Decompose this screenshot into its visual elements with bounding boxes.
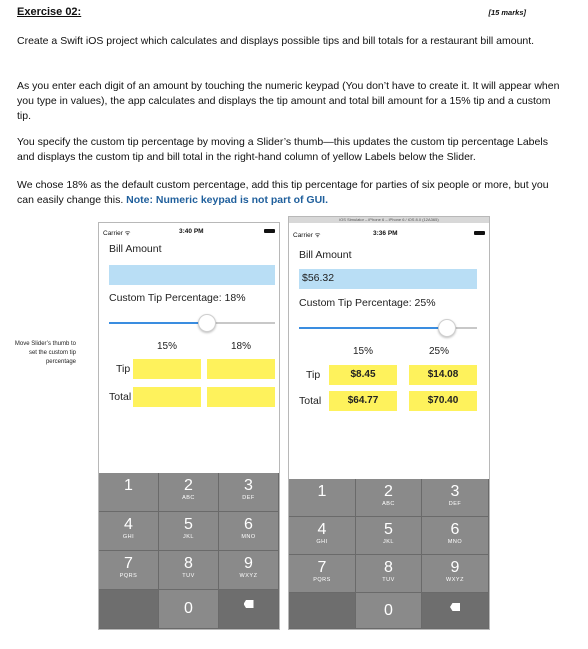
key-digit: 1 [124,477,133,494]
key-1[interactable] [289,479,356,517]
tip-label: Tip [306,369,321,381]
key-4[interactable] [289,517,356,555]
key-digit: 6 [244,516,253,533]
key-digit: 5 [384,521,393,538]
key-digit: 8 [384,559,393,576]
key-digit: 0 [184,600,193,617]
key-digit: 6 [450,521,460,538]
key-digit: 1 [317,483,327,500]
custom-tip-label: Custom Tip Percentage: 18% [109,292,246,304]
paragraph-2: As you enter each digit of an amount by touching the numeric keypad (You don’t have to create it. It will appear when you type in values), the app calculates and displays the tip amount and total bill amount for a 15% tip and a custom tip. [17,80,560,122]
key-digit: 0 [384,602,393,619]
key-8[interactable] [356,555,422,593]
key-blank [289,593,356,629]
key-digit: 3 [450,483,460,500]
tip-label: Tip [116,363,131,375]
key-7[interactable] [289,555,356,593]
paragraph-1: Create a Swift iOS project which calculates and displays possible tips and bill totals for a restaurant bill amount. [17,35,535,47]
key-digit: 4 [124,516,133,533]
exercise-title: Exercise 02: [17,6,82,18]
numeric-keypad [99,473,279,629]
key-5[interactable] [159,512,219,551]
slider-thumb[interactable] [198,314,216,332]
gui-note: Note: Numeric keypad is not part of GUI. [126,194,329,206]
total-15-value: $64.77 [329,391,397,411]
delete-icon [244,600,254,608]
key-digit: 4 [317,521,327,538]
key-letters: GHI [316,539,328,545]
key-digit: 9 [244,555,253,572]
key-8[interactable] [159,551,219,590]
tip-custom-value [207,359,275,379]
key-digit: 7 [317,559,327,576]
key-delete[interactable] [422,593,489,629]
numeric-keypad [289,479,489,629]
slider-fill [109,322,207,324]
percent-15-label: 15% [157,341,178,352]
key-letters: TUV [382,577,395,583]
slider-callout: Move Slider’s thumb to set the custom tip percentage [14,341,76,365]
key-digit: 9 [450,559,460,576]
key-digit: 3 [244,477,253,494]
carrier-label: Carrier ᯤ [293,232,321,239]
key-letters: MNO [447,539,463,545]
key-letters: ABC [382,501,395,507]
key-letters: PQRS [119,573,138,579]
key-3[interactable] [219,473,279,512]
key-2[interactable] [356,479,422,517]
slider-thumb[interactable] [438,319,456,337]
key-9[interactable] [219,551,279,590]
key-letters: TUV [182,573,195,579]
tip-custom-value: $14.08 [409,365,477,385]
key-7[interactable] [99,551,159,590]
key-letters: JKL [383,539,394,545]
key-6[interactable] [422,517,489,555]
key-letters: WXYZ [239,573,258,579]
key-2[interactable] [159,473,219,512]
percent-custom-label: 18% [231,341,252,352]
key-digit: 2 [384,483,393,500]
total-15-value [133,387,201,407]
percent-custom-label: 25% [429,346,450,357]
battery-icon [264,229,275,233]
key-0[interactable] [356,593,422,629]
bill-amount-label: Bill Amount [109,243,162,255]
paragraph-4-text: We chose 18% as the default custom percentage, add this tip percentage for parties of six people or more, but you can easily change this. [17,179,549,206]
tip-15-value [133,359,201,379]
key-9[interactable] [422,555,489,593]
key-letters: ABC [182,495,195,501]
key-letters: GHI [122,534,135,540]
status-time: 3:36 PM [373,230,398,237]
total-custom-value: $70.40 [409,391,477,411]
marks-label: [15 marks] [488,8,526,17]
key-letters: WXYZ [446,577,464,583]
key-5[interactable] [356,517,422,555]
status-bar [99,223,279,237]
carrier-label: Carrier ᯤ [103,230,131,237]
bill-amount-field[interactable] [109,265,275,285]
key-letters: MNO [241,534,256,540]
key-digit: 8 [184,555,193,572]
key-6[interactable] [219,512,279,551]
tip-15-value: $8.45 [329,365,397,385]
key-digit: 7 [124,555,133,572]
phone-screenshot-left [98,222,280,630]
simulator-title-bar: iOS Simulator – iPhone 6 – iPhone 6 / iOS 8.0 (12A365) [289,217,489,223]
paragraph-4 [17,178,565,208]
battery-icon [474,231,485,235]
slider-fill [299,327,447,329]
key-delete[interactable] [219,590,279,629]
total-label: Total [109,391,132,403]
custom-tip-label: Custom Tip Percentage: 25% [299,297,436,309]
key-0[interactable] [159,590,219,629]
key-letters: DEF [242,495,255,501]
key-4[interactable] [99,512,159,551]
slider-track [207,322,275,324]
key-blank [99,590,159,629]
bill-amount-label: Bill Amount [299,249,352,261]
key-digit: 5 [184,516,193,533]
paragraph-3: You specify the custom tip percentage by moving a Slider’s thumb—this updates the custom tip percentage Labels and displays the custom tip and bill total in the right-hand column of yellow Labels below the Slider. [17,136,548,163]
total-custom-value [207,387,275,407]
key-3[interactable] [422,479,489,517]
phone-screenshot-right [288,216,490,630]
key-letters: PQRS [313,577,331,583]
bill-amount-field[interactable]: $56.32 [299,269,477,289]
key-digit: 2 [184,477,193,494]
total-label: Total [299,395,322,407]
delete-icon [450,603,460,611]
percent-15-label: 15% [353,346,374,357]
status-bar [289,225,489,239]
status-time: 3:40 PM [179,228,204,235]
key-letters: DEF [448,501,462,507]
key-1[interactable] [99,473,159,512]
key-letters: JKL [183,534,194,540]
